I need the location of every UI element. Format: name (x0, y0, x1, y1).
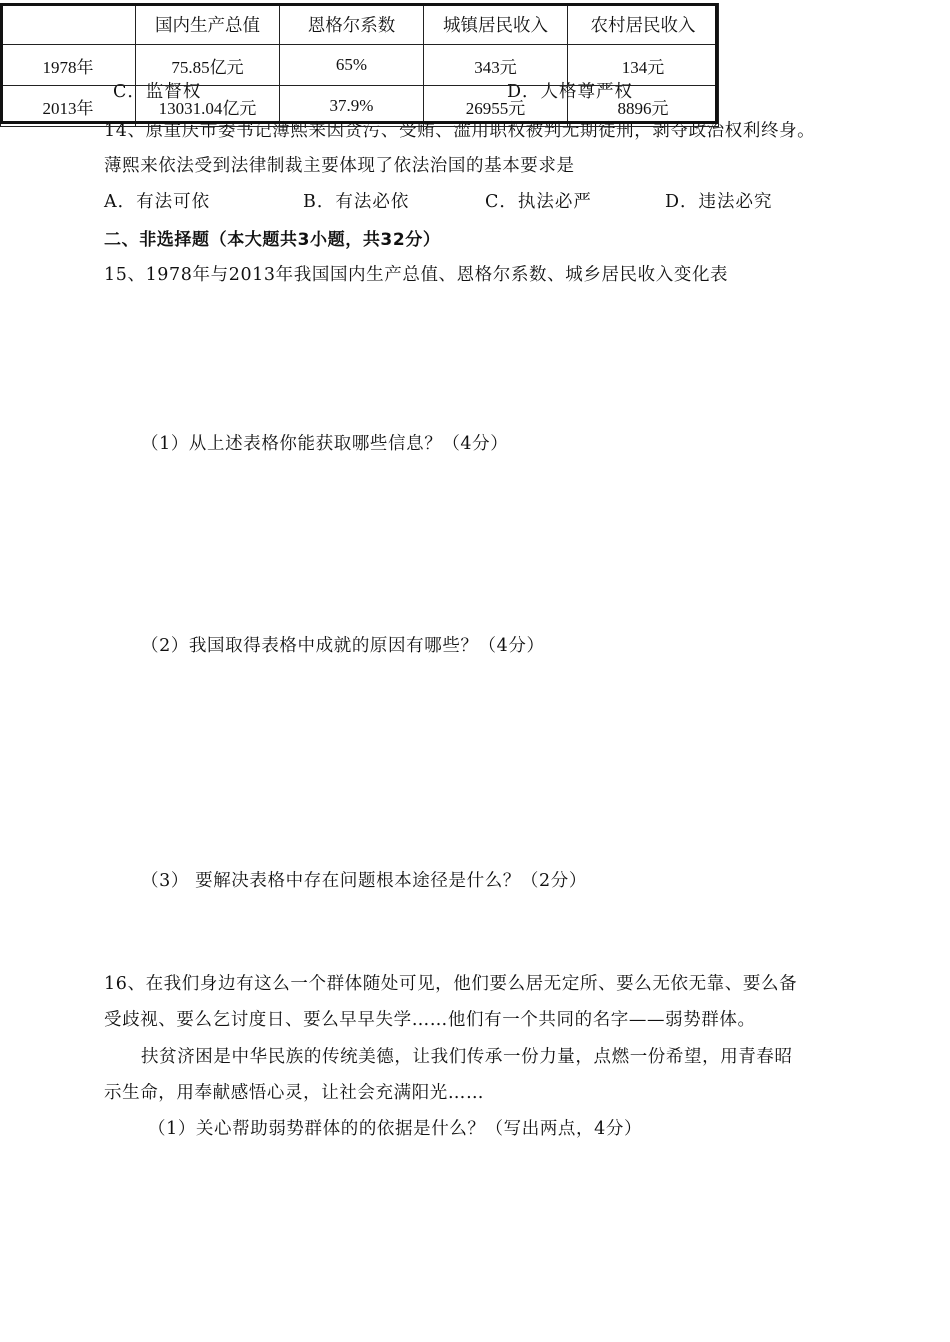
data-table (0, 3, 719, 127)
table-cell: 2013年 (1, 86, 136, 127)
table-cell: 1978年 (1, 45, 136, 86)
table-cell: 75.85亿元 (136, 45, 280, 86)
option-c: C．监督权 (113, 82, 202, 102)
q14-option-d: D．违法必究 (665, 192, 773, 212)
table-cell: 65% (280, 45, 424, 86)
q16-line1: 16、在我们身边有这么一个群体随处可见，他们要么居无定所、要么无依无靠、要么备 (104, 974, 798, 994)
table-header-cell: 恩格尔系数 (280, 4, 424, 45)
q14-option-a: A．有法可依 (104, 192, 211, 212)
table-header-cell: 国内生产总值 (136, 4, 280, 45)
table-row (1, 45, 719, 86)
table-header-row (1, 4, 719, 45)
q14-option-c: C．执法必严 (485, 192, 592, 212)
table-header-cell (1, 4, 136, 45)
q15-title: 15、1978年与2013年我国国内生产总值、恩格尔系数、城乡居民收入变化表 (104, 265, 729, 285)
q14-line2: 薄熙来依法受到法律制裁主要体现了依法治国的基本要求是 (104, 156, 575, 176)
q15-sub2: （2）我国取得表格中成就的原因有哪些？（4分） (141, 636, 545, 656)
table-cell: 134元 (568, 45, 719, 86)
q14-option-b: B．有法必依 (303, 192, 410, 212)
q16-sub1: （1）关心帮助弱势群体的的依据是什么？（写出两点，4分） (148, 1119, 643, 1139)
q15-sub1: （1）从上述表格你能获取哪些信息？（4分） (141, 434, 509, 454)
q16-line2: 受歧视、要么乞讨度日、要么早早失学……他们有一个共同的名字——弱势群体。 (104, 1010, 756, 1030)
table-header-cell: 城镇居民收入 (424, 4, 568, 45)
q15-sub3: （3） 要解决表格中存在问题根本途径是什么？（2分） (141, 871, 587, 891)
table-cell: 37.9% (280, 86, 424, 127)
option-d: D．人格尊严权 (507, 82, 634, 102)
q14-line1: 14、原重庆市委书记薄熙来因贪污、受贿、滥用职权被判无期徒刑，剥夺政治权利终身。 (104, 121, 816, 141)
q16-line3: 扶贫济困是中华民族的传统美德，让我们传承一份力量，点燃一份希望，用青春昭 (141, 1047, 793, 1067)
table-cell: 8896元 (568, 86, 719, 127)
table-cell: 343元 (424, 45, 568, 86)
section-title: 二、非选择题（本大题共3小题，共32分） (104, 230, 441, 250)
table-cell: 26955元 (424, 86, 568, 127)
table-cell: 13031.04亿元 (136, 86, 280, 127)
q16-line4: 示生命，用奉献感悟心灵，让社会充满阳光…… (104, 1083, 485, 1103)
table-row (1, 86, 719, 127)
table-header-cell: 农村居民收入 (568, 4, 719, 45)
